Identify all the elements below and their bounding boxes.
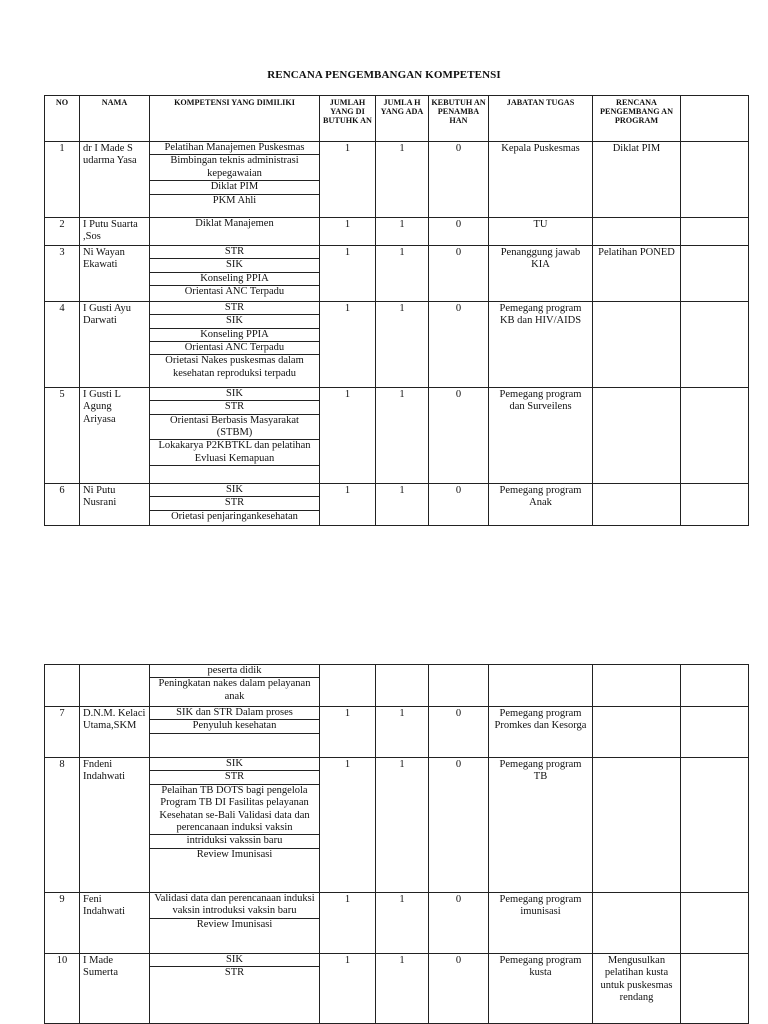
- row-kompetensi: [150, 893, 320, 954]
- kompetensi-item: peserta didik: [150, 665, 319, 678]
- row-jumlah-butuh: 1: [320, 387, 376, 483]
- row-empty: [681, 483, 749, 525]
- kompetensi-item: SIK: [150, 954, 319, 967]
- row-no: 4: [45, 301, 80, 387]
- row-kompetensi: [150, 245, 320, 301]
- row-jabatan: Pemegang program TB: [489, 758, 593, 893]
- competency-table-page-1: [44, 95, 749, 526]
- row-kompetensi: [150, 665, 320, 707]
- row-nama: Ni Wayan Ekawati: [80, 245, 150, 301]
- row-no: 2: [45, 218, 80, 246]
- kompetensi-item: Penyuluh kesehatan: [150, 720, 319, 733]
- table-row: [45, 245, 749, 301]
- table-row: [45, 218, 749, 246]
- row-jabatan: TU: [489, 218, 593, 246]
- kompetensi-item: Konseling PPIA: [150, 273, 319, 286]
- kompetensi-item: Pelatihan Manajemen Puskesmas: [150, 142, 319, 155]
- row-nama: I Gusti Ayu Darwati: [80, 301, 150, 387]
- row-kebutuhan: 0: [429, 893, 489, 954]
- row-jumlah-ada: [376, 665, 429, 707]
- table-row: [45, 893, 749, 954]
- row-jabatan: [489, 665, 593, 707]
- table-row: [45, 387, 749, 483]
- row-empty: [681, 387, 749, 483]
- row-jumlah-butuh: [320, 665, 376, 707]
- row-rencana: Diklat PIM: [593, 142, 681, 218]
- row-empty: [681, 893, 749, 954]
- header-kebutuhan: KEBUTUH AN PENAMBA HAN: [429, 96, 489, 142]
- row-rencana: [593, 758, 681, 893]
- kompetensi-item: Orientasi ANC Terpadu: [150, 342, 319, 355]
- kompetensi-item: STR: [150, 302, 319, 315]
- table-row: [45, 954, 749, 1024]
- row-jumlah-butuh: 1: [320, 707, 376, 758]
- row-empty: [681, 142, 749, 218]
- row-no: 6: [45, 483, 80, 525]
- row-kebutuhan: 0: [429, 707, 489, 758]
- row-kompetensi: [150, 758, 320, 893]
- kompetensi-item: Orietasi Nakes puskesmas dalam kesehatan reproduksi terpadu: [165, 355, 304, 379]
- row-jabatan: Pemegang program Promkes dan Kesorga: [489, 707, 593, 758]
- kompetensi-item: SIK: [150, 484, 319, 497]
- row-nama: Fndeni Indahwati: [80, 758, 150, 893]
- kompetensi-item: SIK: [150, 388, 319, 401]
- kompetensi-item: Review Imunisasi: [196, 918, 273, 930]
- row-jumlah-butuh: 1: [320, 301, 376, 387]
- row-rencana: [593, 387, 681, 483]
- row-kebutuhan: 0: [429, 954, 489, 1024]
- row-rencana: [593, 665, 681, 707]
- row-no: [45, 665, 80, 707]
- row-jabatan: Pemegang program Anak: [489, 483, 593, 525]
- row-empty: [681, 665, 749, 707]
- row-jumlah-ada: 1: [376, 142, 429, 218]
- row-nama: I Made Sumerta: [80, 954, 150, 1024]
- row-no: 10: [45, 954, 80, 1024]
- row-kebutuhan: 0: [429, 483, 489, 525]
- row-jumlah-ada: 1: [376, 245, 429, 301]
- row-rencana: [593, 483, 681, 525]
- header-rencana: RENCANA PENGEMBANG AN PROGRAM: [593, 96, 681, 142]
- row-jumlah-butuh: 1: [320, 954, 376, 1024]
- row-jumlah-ada: 1: [376, 758, 429, 893]
- row-jumlah-butuh: 1: [320, 483, 376, 525]
- row-no: 9: [45, 893, 80, 954]
- row-jumlah-butuh: 1: [320, 218, 376, 246]
- row-jumlah-butuh: 1: [320, 758, 376, 893]
- row-rencana: [593, 301, 681, 387]
- row-empty: [681, 758, 749, 893]
- row-rencana: [593, 707, 681, 758]
- kompetensi-item: intriduksi vakssin baru: [150, 835, 319, 848]
- row-jabatan: Kepala Puskesmas: [489, 142, 593, 218]
- kompetensi-item: SIK: [150, 758, 319, 771]
- row-jumlah-ada: 1: [376, 954, 429, 1024]
- table-header-row: [45, 96, 749, 142]
- kompetensi-item: STR: [150, 771, 319, 784]
- kompetensi-item: Pelaihan TB DOTS bagi pengelola Program TB DI Fasilitas pelayanan Kesehatan se-Bali Validasi data dan perencanaan induksi vaksin: [150, 785, 319, 836]
- table-row: [45, 707, 749, 758]
- header-jabatan: JABATAN TUGAS: [489, 96, 593, 142]
- row-kebutuhan: 0: [429, 245, 489, 301]
- header-no: NO: [45, 96, 80, 142]
- row-jumlah-ada: 1: [376, 387, 429, 483]
- header-empty: [681, 96, 749, 142]
- row-nama: Ni Putu Nusrani: [80, 483, 150, 525]
- row-rencana: [593, 218, 681, 246]
- kompetensi-item: STR: [150, 246, 319, 259]
- row-rencana: [593, 893, 681, 954]
- row-kompetensi: [150, 387, 320, 483]
- kompetensi-item: Bimbingan teknis administrasi kepegawaian: [150, 155, 319, 181]
- table-body-page-1: [45, 142, 749, 526]
- row-kebutuhan: 0: [429, 387, 489, 483]
- kompetensi-item: STR: [150, 497, 319, 510]
- row-no: 7: [45, 707, 80, 758]
- row-kompetensi: [150, 707, 320, 758]
- row-kompetensi: [150, 301, 320, 387]
- row-nama: I Putu Suarta ,Sos: [80, 218, 150, 246]
- kompetensi-item: Peningkatan nakes dalam pelayanan anak: [158, 678, 311, 702]
- kompetensi-item: PKM Ahli: [212, 194, 257, 206]
- kompetensi-item: [150, 734, 319, 746]
- row-kebutuhan: 0: [429, 758, 489, 893]
- kompetensi-item: Orientasi Berbasis Masyarakat (STBM): [150, 415, 319, 441]
- row-kompetensi: [150, 483, 320, 525]
- kompetensi-item: Orientasi ANC Terpadu: [184, 285, 285, 297]
- row-nama: D.N.M. Kelaci Utama,SKM: [80, 707, 150, 758]
- kompetensi-item: Lokakarya P2KBTKL dan pelatihan Evluasi Kemapuan: [150, 440, 319, 466]
- row-no: 3: [45, 245, 80, 301]
- row-kebutuhan: 0: [429, 301, 489, 387]
- row-jumlah-ada: 1: [376, 893, 429, 954]
- kompetensi-item: Diklat Manajemen: [195, 218, 274, 229]
- row-kebutuhan: 0: [429, 142, 489, 218]
- row-jabatan: Pemegang program kusta: [489, 954, 593, 1024]
- row-empty: [681, 954, 749, 1024]
- row-rencana: Mengusulkan pelatihan kusta untuk puskesmas rendang: [593, 954, 681, 1024]
- kompetensi-item: SIK: [150, 259, 319, 272]
- table-row: [45, 483, 749, 525]
- kompetensi-item: STR: [150, 401, 319, 414]
- row-no: 1: [45, 142, 80, 218]
- row-nama: dr I Made S udarma Yasa: [80, 142, 150, 218]
- header-jumlah-butuh: JUMLAH YANG DI BUTUHK AN: [320, 96, 376, 142]
- kompetensi-item: Konseling PPIA: [150, 329, 319, 342]
- row-jabatan: Penanggung jawab KIA: [489, 245, 593, 301]
- table-row: [45, 301, 749, 387]
- row-jumlah-butuh: 1: [320, 245, 376, 301]
- table-row: [45, 142, 749, 218]
- row-nama: [80, 665, 150, 707]
- header-jumlah-ada: JUMLA H YANG ADA: [376, 96, 429, 142]
- row-empty: [681, 218, 749, 246]
- row-kompetensi: [150, 954, 320, 1024]
- kompetensi-item: Diklat PIM: [150, 181, 319, 194]
- row-jabatan: Pemegang program KB dan HIV/AIDS: [489, 301, 593, 387]
- kompetensi-item: Review Imunisasi: [196, 848, 273, 860]
- document-title: RENCANA PENGEMBANGAN KOMPETENSI: [267, 69, 501, 81]
- row-kompetensi: [150, 142, 320, 218]
- row-jabatan: Pemegang program imunisasi: [489, 893, 593, 954]
- competency-table-page-2: [44, 664, 749, 1024]
- row-no: 8: [45, 758, 80, 893]
- kompetensi-item: Validasi data dan perencanaan induksi vaksin introduksi vaksin baru: [150, 893, 319, 919]
- table-row: [45, 665, 749, 707]
- row-nama: I Gusti L Agung Ariyasa: [80, 387, 150, 483]
- row-no: 5: [45, 387, 80, 483]
- table-body-page-2: [45, 665, 749, 1024]
- row-jumlah-butuh: 1: [320, 893, 376, 954]
- row-jabatan: Pemegang program dan Surveilens: [489, 387, 593, 483]
- row-jumlah-ada: 1: [376, 707, 429, 758]
- row-jumlah-ada: 1: [376, 301, 429, 387]
- kompetensi-item: Orietasi penjaringankesehatan: [171, 510, 298, 522]
- row-jumlah-ada: 1: [376, 218, 429, 246]
- row-kebutuhan: 0: [429, 218, 489, 246]
- row-nama: Feni Indahwati: [80, 893, 150, 954]
- kompetensi-item: [150, 466, 319, 478]
- header-nama: NAMA: [80, 96, 150, 142]
- kompetensi-item: SIK: [150, 315, 319, 328]
- row-kebutuhan: [429, 665, 489, 707]
- kompetensi-item: SIK dan STR Dalam proses: [150, 707, 319, 720]
- row-jumlah-ada: 1: [376, 483, 429, 525]
- row-rencana: Pelatihan PONED: [593, 245, 681, 301]
- header-kompetensi: KOMPETENSI YANG DIMILIKI: [150, 96, 320, 142]
- row-jumlah-butuh: 1: [320, 142, 376, 218]
- kompetensi-item: STR: [224, 967, 245, 979]
- row-empty: [681, 301, 749, 387]
- row-kompetensi: [150, 218, 320, 246]
- row-empty: [681, 707, 749, 758]
- table-row: [45, 758, 749, 893]
- row-empty: [681, 245, 749, 301]
